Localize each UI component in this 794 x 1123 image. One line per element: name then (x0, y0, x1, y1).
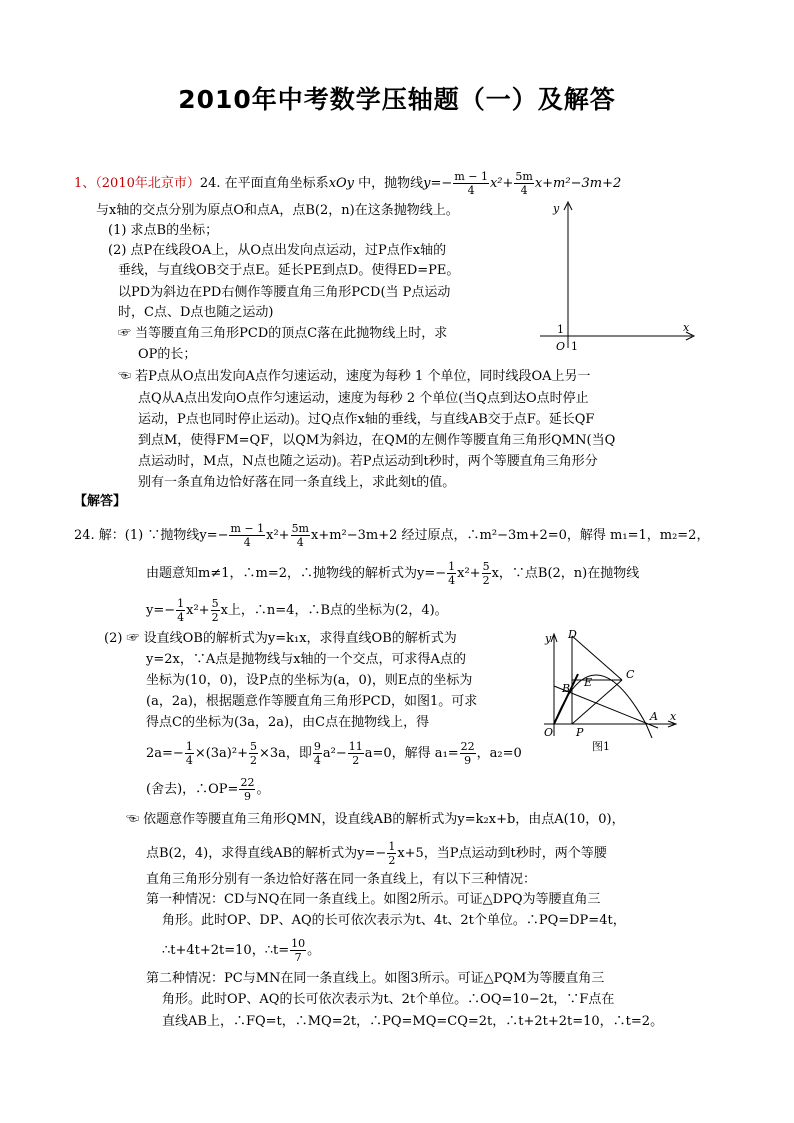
problem-line-2: 与x轴的交点分别为原点O和点A，点B(2，n)在这条抛物线上。 (96, 203, 459, 218)
fraction: $\frac{m - 1}{4}$ (230, 522, 265, 549)
fraction: $\frac{1}{4}$ (448, 560, 456, 587)
y-unit-label: 1 (557, 323, 564, 336)
fig1-point-A: A (650, 710, 658, 723)
solution-2ii-line-1: ☜ 依题意作等腰直角三角形QMN，设直线AB的解析式为y=k₂x+b，由点A(10，0)， (126, 812, 625, 827)
problem-line-1: 1、（2010年北京市）24. 在平面直角坐标系xOy 中，抛物线y=− $\frac{m - 1}{4}$ x²+ $\frac{5m}{4}$ x+m²−3m+2 (74, 170, 622, 197)
fig1-segment-DC (572, 636, 622, 680)
fraction: $\frac{22}{9}$ (240, 776, 255, 803)
fig1-point-P: P (576, 726, 584, 739)
fig1-point-C: C (626, 668, 635, 681)
fraction: $\frac{5}{2}$ (211, 597, 219, 624)
case-1: 第一种情况：CD与NQ在同一条直线上。如图2所示。可证△DPQ为等腰直角三 (146, 892, 601, 907)
fraction: $\frac{5}{2}$ (249, 740, 257, 767)
origin-label: O (556, 340, 566, 353)
fraction: $\frac{1}{4}$ (177, 597, 185, 624)
page-title: 2010年中考数学压轴题（一）及解答 (178, 85, 616, 114)
coordinate-axes-figure (540, 200, 700, 360)
fraction: $\frac{1}{4}$ (185, 740, 193, 767)
solution-2i-result: (舍去)，∴OP= $\frac{22}{9}$ 。 (146, 776, 270, 803)
fig1-point-D: D (568, 628, 577, 641)
x-axis-label: x (683, 321, 690, 334)
case-2: 第二种情况：PC与MN在同一条直线上。如图3所示。可证△PQM为等腰直角三 (146, 971, 605, 986)
case-1-result: ∴t+4t+2t=10，∴t= $\frac{10}{7}$ 。 (162, 937, 321, 964)
y-axis-label: y (553, 202, 560, 215)
fig1-caption: 图1 (592, 740, 610, 753)
solution-2ii-line-2: 点B(2，4)，求得直线AB的解析式为y=− $\frac{1}{2}$ x+5，当P点运动到t秒时，两个等腰 (146, 840, 607, 867)
fraction: $\frac{10}{7}$ (291, 937, 306, 964)
fraction: $\frac{5}{2}$ (482, 560, 490, 587)
question-2-i: ☞ 当等腰直角三角形PCD的顶点C落在此抛物线上时，求 (118, 326, 448, 341)
fig1-point-E: E (584, 676, 593, 689)
figure-1 (540, 628, 680, 758)
fig1-point-B: B (562, 682, 571, 695)
x-unit-label: 1 (571, 340, 578, 353)
fraction: $\frac{11}{2}$ (348, 740, 363, 767)
fig1-y-label: y (545, 632, 552, 645)
fraction: $\frac{5m}{4}$ (515, 170, 533, 197)
fig1-point-O: O (544, 726, 554, 739)
fraction: $\frac{22}{9}$ (460, 740, 475, 767)
solution-line-2: 由题意知m≠1，∴m=2，∴抛物线的解析式为y=− $\frac{1}{4}$ x²+ $\frac{5}{2}$ x，∵点B(2，n)在抛物线 (146, 560, 640, 587)
solution-line-1: 24. 解：(1) ∵抛物线y=− $\frac{m - 1}{4}$ x²+ $\frac{5m}{4}$ x+m²−3m+2 经过原点，∴m²−3m+2=0，解得 m₁=1，m₂=2， (74, 522, 710, 549)
question-2: (2) 点P在线段OA上，从O点出发向点运动，过P点作x轴的 (108, 243, 447, 258)
fig1-segment-PC (572, 680, 622, 724)
solution-2i-line-1: (2) ☞ 设直线OB的解析式为y=k₁x，求得直线OB的解析式为 (104, 631, 457, 646)
problem-number: 1、（2010年北京市） (74, 176, 200, 191)
question-2-ii: ☜ 若P点从O点出发向A点作匀速运动，速度为每秒 1 个单位，同时线段OA上另一 (118, 369, 591, 384)
fraction: $\frac{5m}{4}$ (291, 522, 309, 549)
fraction: $\frac{9}{4}$ (313, 740, 321, 767)
fig1-x-label: x (670, 710, 677, 723)
question-1: (1) 求点B的坐标； (108, 223, 219, 238)
fraction: $\frac{1}{2}$ (388, 840, 396, 867)
answer-heading: 【解答】 (74, 494, 127, 509)
solution-2i-equation: 2a=− $\frac{1}{4}$ ×(3a)²+ $\frac{5}{2}$ ×3a，即 $\frac{9}{4}$ a²− $\frac{11}{2}$ a=0，解得 a₁= $\frac{22}{9}$ ，a₂=0 (146, 740, 522, 767)
fraction: $\frac{m - 1}{4}$ (454, 170, 488, 197)
solution-line-3: y=− $\frac{1}{4}$ x²+ $\frac{5}{2}$ x上，∴n=4，∴B点的坐标为(2，4)。 (146, 597, 448, 624)
